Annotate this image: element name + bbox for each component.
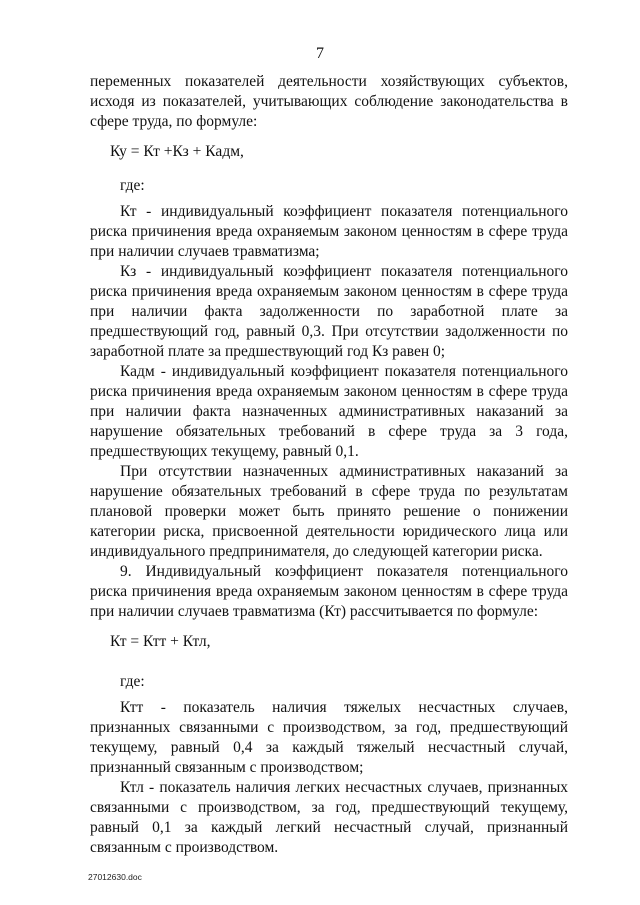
kt-definition: Кт - индивидуальный коэффициент показателя потенциального риска причинения вреда охраняемым законом ценностям в сфере труда при наличии случаев травматизма; <box>90 203 568 260</box>
formula-kt: Кт = Ктт + Ктл, <box>110 633 211 650</box>
intro-paragraph: переменных показателей деятельности хозяйствующих субъектов, исходя из показателей, учитывающих соблюдение законодательства в сфере труда, по формуле: <box>90 73 568 130</box>
document-body <box>90 72 568 858</box>
where-label-1: где: <box>120 177 145 194</box>
ktl-definition: Ктл - показатель наличия легких несчастных случаев, признанных связанными с производством, за год, предшествующий текущему, равный 0,1 за каждый легкий несчастный случай, признанный связанным с производством. <box>90 779 568 856</box>
kz-definition: Кз - индивидуальный коэффициент показателя потенциального риска причинения вреда охраняемым законом ценностям в сфере труда при наличии факта задолженности по заработной плате за предшествующий год, равный 0,3. При отсутствии задолженности по заработной плате за предшествующий год Кз равен 0; <box>90 263 568 360</box>
absence-paragraph: При отсутствии назначенных административных наказаний за нарушение обязательных требований в сфере труда по результатам плановой проверки может быть принято решение о понижении категории риска, присвоенной деятельности юридического лица или индивидуального предпринимателя, до следующей категории риска. <box>90 463 568 560</box>
where-label-2: где: <box>120 673 145 690</box>
formula-ky: Ку = Кт +Кз + Кадм, <box>110 143 244 160</box>
item-9-paragraph: 9. Индивидуальный коэффициент показателя потенциального риска причинения вреда охраняемым законом ценностям в сфере труда при наличии случаев травматизма (Кт) рассчитывается по формуле: <box>90 563 568 620</box>
page-number: 7 <box>316 45 324 62</box>
kadm-definition: Кадм - индивидуальный коэффициент показателя потенциального риска причинения вреда охраняемым законом ценностям в сфере труда при наличии факта назначенных административных наказаний за нарушение обязательных требований в сфере труда за 3 года, предшествующих текущему, равный 0,1. <box>90 363 568 460</box>
file-name-footer: 27012630.doc <box>88 872 142 882</box>
ktt-definition: Ктт - показатель наличия тяжелых несчастных случаев, признанных связанными с производством, за год, предшествующий текущему, равный 0,4 за каждый тяжелый несчастный случай, признанный связанным с производством; <box>90 699 568 776</box>
